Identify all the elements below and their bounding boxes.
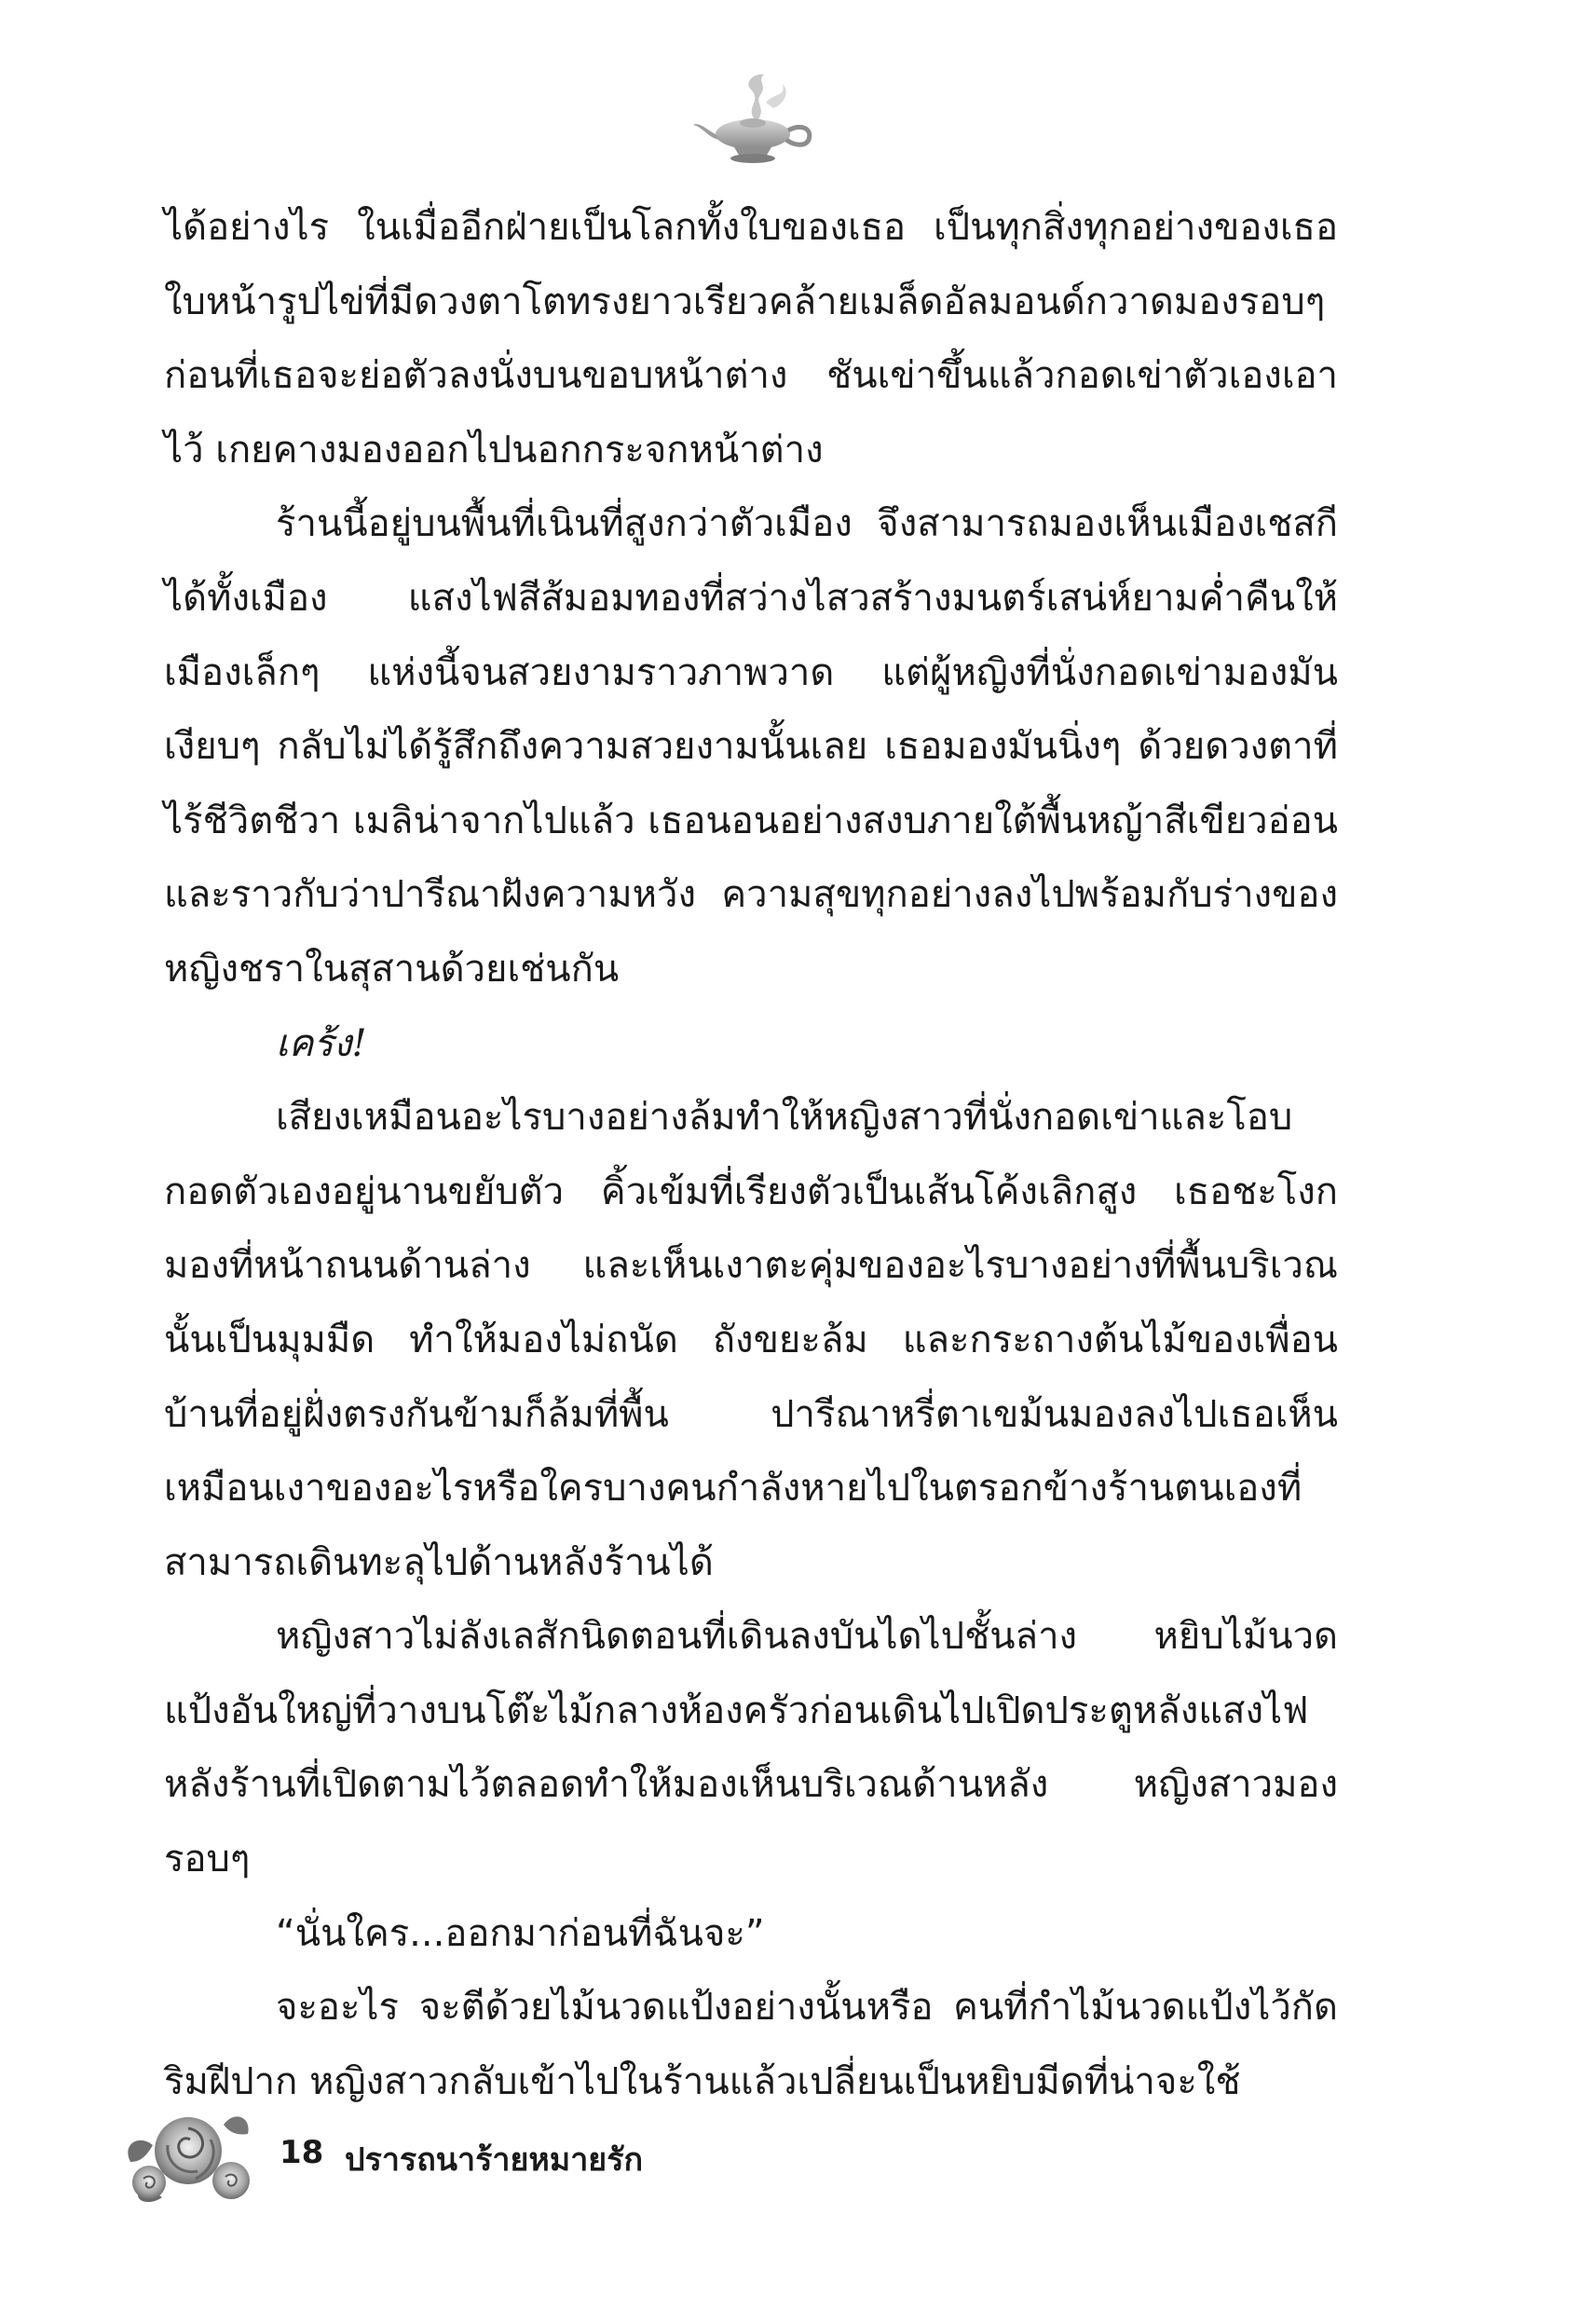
- page-footer: [121, 2097, 960, 2208]
- book-title: ปรารถนาร้ายหมายรัก: [345, 2141, 644, 2179]
- paragraph: หญิงสาวไม่ลังเลสักนิดตอนที่เดินลงบันไดไปชั้นล่าง หยิบไม้นวดแป้งอันใหญ่ที่วางบนโต๊ะไม้กลางห้องครัวก่อนเดินไปเปิดประตูหลังแสงไฟหลังร้านที่เปิดตามไว้ตลอดทำให้มองเห็นบริเวณด้านหลัง หญิงสาวมองรอบๆ: [164, 1615, 1338, 1881]
- rose-icon: [121, 2097, 256, 2208]
- paragraph: เสียงเหมือนอะไรบางอย่างล้มทำให้หญิงสาวที่นั่งกอดเข่าและโอบกอดตัวเองอยู่นานขยับตัว คิ้วเข้มที่เรียงตัวเป็นเส้นโค้งเลิกสูง เธอชะโงกมองที่หน้าถนนด้านล่าง และเห็นเงาตะคุ่มของอะไรบางอย่างที่พื้นบริเวณนั้นเป็นมุมมืด ทำให้มองไม่ถนัด ถังขยะล้ม และกระถางต้นไม้ของเพื่อนบ้านที่อยู่ฝั่งตรงกันข้ามก็ล้มที่พื้น ปารีณาหรี่ตาเขม้นมองลงไปเธอเห็นเหมือนเงาของอะไรหรือใครบางคนกำลังหายไปในตรอกข้างร้านตนเองที่สามารถเดินทะลุไปด้านหลังร้านได้: [164, 1096, 1338, 1584]
- body-text: [164, 191, 1338, 2119]
- paragraph: ร้านนี้อยู่บนพื้นที่เนินที่สูงกว่าตัวเมือง จึงสามารถมองเห็นเมืองเชสกีได้ทั้งเมือง แสงไฟสีส้มอมทองที่สว่างไสวสร้างมนตร์เสน่ห์ยามค่ำคืนให้เมืองเล็กๆ แห่งนี้จนสวยงามราวภาพวาด แต่ผู้หญิงที่นั่งกอดเข่ามองมันเงียบๆ กลับไม่ได้รู้สึกถึงความสวยงามนั้นเลย เธอมองมันนิ่งๆ ด้วยดวงตาที่ไร้ชีวิตชีวา เมลิน่าจากไปแล้ว เธอนอนอย่างสงบภายใต้พื้นหญ้าสีเขียวอ่อน และราวกับว่าปารีณาฝังความหวัง ความสุขทุกอย่างลงไปพร้อมกับร่างของหญิงชราในสุสานด้วยเช่นกัน: [164, 502, 1338, 991]
- paragraph: ได้อย่างไร ในเมื่ออีกฝ่ายเป็นโลกทั้งใบของเธอ เป็นทุกสิ่งทุกอย่างของเธอ ใบหน้ารูปไข่ที่มีดวงตาโตทรงยาวเรียวคล้ายเมล็ดอัลมอนด์กวาดมองรอบๆ ก่อนที่เธอจะย่อตัวลงนั่งบนขอบหน้าต่าง ชันเข่าขึ้นแล้วกอดเข่าตัวเองเอาไว้ เกยคางมองออกไปนอกกระจกหน้าต่าง: [164, 206, 1338, 472]
- page-number: 18: [280, 2134, 324, 2171]
- paragraph: จะอะไร จะตีด้วยไม้นวดแป้งอย่างนั้นหรือ คนที่กำไม้นวดแป้งไว้กัดริมฝีปาก หญิงสาวกลับเข้าไปในร้านแล้วเปลี่ยนเป็นหยิบมีดที่น่าจะใช้: [164, 1986, 1338, 2103]
- paragraph-sound-effect: เคร้ง!: [276, 1021, 367, 1065]
- paragraph-dialogue: “นั่นใคร...ออกมาก่อนที่ฉันจะ”: [276, 1911, 765, 1955]
- genie-lamp-icon: [689, 65, 820, 168]
